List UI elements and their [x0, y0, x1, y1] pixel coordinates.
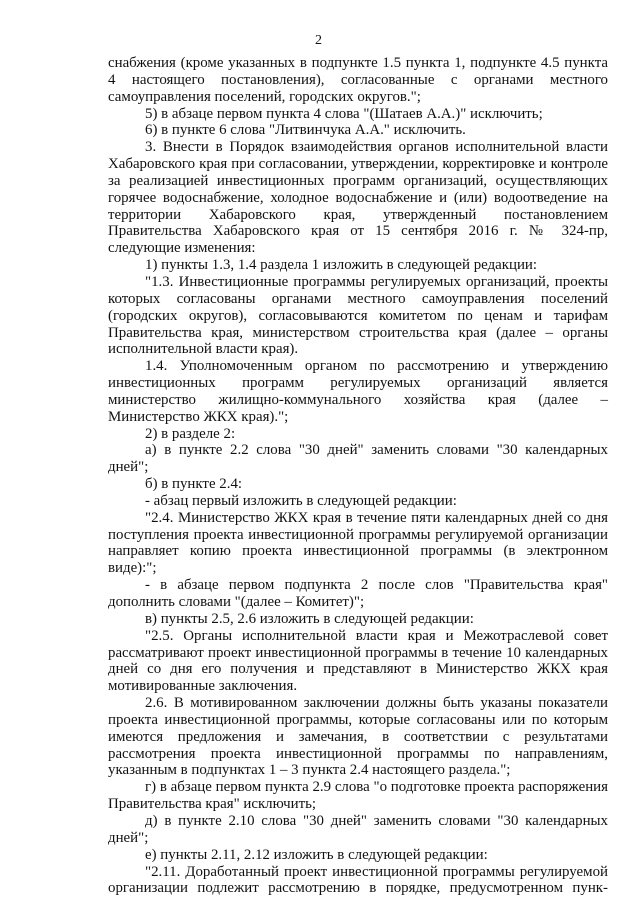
paragraph: - абзац первый изложить в следующей редакции:	[145, 492, 457, 509]
paragraph: 2) в разделе 2:	[145, 425, 236, 442]
paragraph: 5) в абзаце первом пункта 4 слова "(Шатаев А.А.)" исключить;	[145, 105, 543, 122]
paragraph: д) в пункте 2.10 слова "30 дней" заменить словами "30 календарных дней";	[108, 812, 608, 846]
paragraph: в) пункты 2.5, 2.6 изложить в следующей редакции:	[145, 610, 474, 627]
paragraph: г) в абзаце первом пункта 2.9 слова "о подготовке проекта распоряжения Правительства края" исключить;	[108, 779, 608, 813]
paragraph: б) в пункте 2.4:	[145, 476, 243, 493]
paragraph: снабжения (кроме указанных в подпункте 1.5 пункта 1, подпункте 4.5 пункта 4 настоящего постановления), согласованные с органами местного самоуправления поселений, городских округов.";	[108, 55, 608, 105]
paragraph: 3. Внести в Порядок взаимодействия органов исполнительной власти Хабаровского края при согласовании, утверждении, корректировке и контроле за реализацией инвестиционных программ организаций, осуществляющих горячее водоснабжение, холодное водоснабжение и (или) водоотведение на территории Хабаровского края, утвержденный постановлением Правительства Хабаровского края от 15 сентября 2016 г. № 324-пр, следующие изменения:	[108, 139, 608, 257]
paragraph: "1.3. Инвестиционные программы регулируемых организаций, проекты которых согласованы органами местного самоуправления поселений (городских округов), согласовываются комитетом по ценам и тарифам Правительства края, министерством строительства края (далее – органы исполнительной власти края).	[108, 273, 608, 358]
paragraph: - в абзаце первом подпункта 2 после слов "Правительства края" дополнить словами "(далее – Комитет)";	[108, 577, 608, 610]
paragraph: 1) пункты 1.3, 1.4 раздела 1 изложить в следующей редакции:	[145, 257, 538, 274]
page-number: 2	[315, 33, 322, 48]
paragraph: 1.4. Уполномоченным органом по рассмотрению и утверждению инвестиционных программ регулируемых организаций является министерство жилищно-коммунального хозяйства края (далее – Министерство ЖКХ края).";	[108, 358, 608, 425]
paragraph: 2.6. В мотивированном заключении должны быть указаны показатели проекта инвестиционной программы, которые согласованы или по которым имеются предложения и замечания, в соответствии с результатами рассмотрения проекта инвестиционной программы по направлениям, указанным в подпунктах 1 – 3 пункта 2.4 настоящего раздела.";	[108, 695, 608, 779]
document-body	[108, 55, 608, 897]
paragraph: а) в пункте 2.2 слова "30 дней" заменить словами "30 календарных дней";	[108, 442, 608, 476]
paragraph: е) пункты 2.11, 2.12 изложить в следующей редакции:	[145, 846, 488, 863]
paragraph: "2.4. Министерство ЖКХ края в течение пяти календарных дней со дня поступления проекта инвестиционной программы регулируемой организации направляет копию проекта инвестиционной программы (в электронном виде):";	[108, 509, 608, 577]
paragraph: 6) в пункте 6 слова "Литвинчука А.А." исключить.	[145, 122, 466, 139]
paragraph: "2.5. Органы исполнительной власти края и Межотраслевой совет рассматривают проект инвестиционной программы в течение 10 календарных дней со дня его получения и представляют в Министерство ЖКХ края мотивированные заключения.	[108, 627, 608, 695]
paragraph: "2.11. Доработанный проект инвестиционной программы регулируемой организации подлежит рассмотрению в порядке, предусмотренном пунк-	[108, 863, 608, 897]
